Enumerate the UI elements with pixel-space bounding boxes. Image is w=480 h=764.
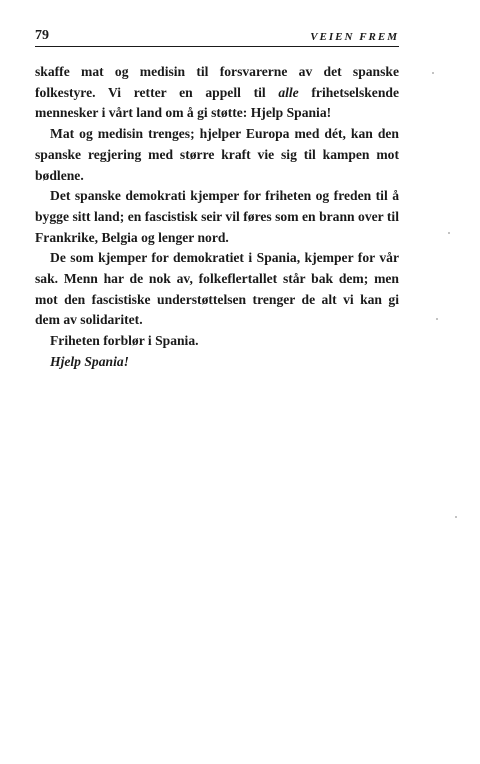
paper-speck [436,318,438,320]
closing-slogan: Hjelp Spania! [50,353,129,369]
emphasis-alle: alle [278,84,299,100]
paragraph-1-text: skaffe mat og medisin til forsvarerne av det spanske folkestyre. Vi retter en appell til [35,64,399,100]
running-head: VEIEN FREM [310,31,399,43]
paper-speck [455,516,457,518]
header-rule [35,46,399,47]
paragraph-1-text-end: frihetselskende mennesker i vårt land om å gi støtte: Hjelp Spania! [35,84,399,121]
paper-speck [432,72,434,74]
paragraph-5: Friheten forblør i Spania. [50,333,199,349]
page-header [35,28,399,48]
paragraph-1 [35,62,399,124]
paragraph-4: De som kjemper for demokratiet i Spania, kjemper for vår sak. Menn har de nok av, folkeflertallet står bak dem; men mot den fascistiske understøttelsen trenger de alt vi kan gi dem av solidaritet. [35,250,399,328]
body-text [35,62,399,373]
page-number: 79 [35,28,49,43]
paper-speck [448,232,450,234]
paragraph-2: Mat og medisin trenges; hjelper Europa med dét, kan den spanske regjering med større kraft vie sig til kampen mot bødlene. [35,126,399,183]
paragraph-3: Det spanske demokrati kjemper for friheten og freden til å bygge sitt land; en fascistisk seir vil føres som en brann over til Frankrike, Belgia og lenger nord. [35,188,399,245]
